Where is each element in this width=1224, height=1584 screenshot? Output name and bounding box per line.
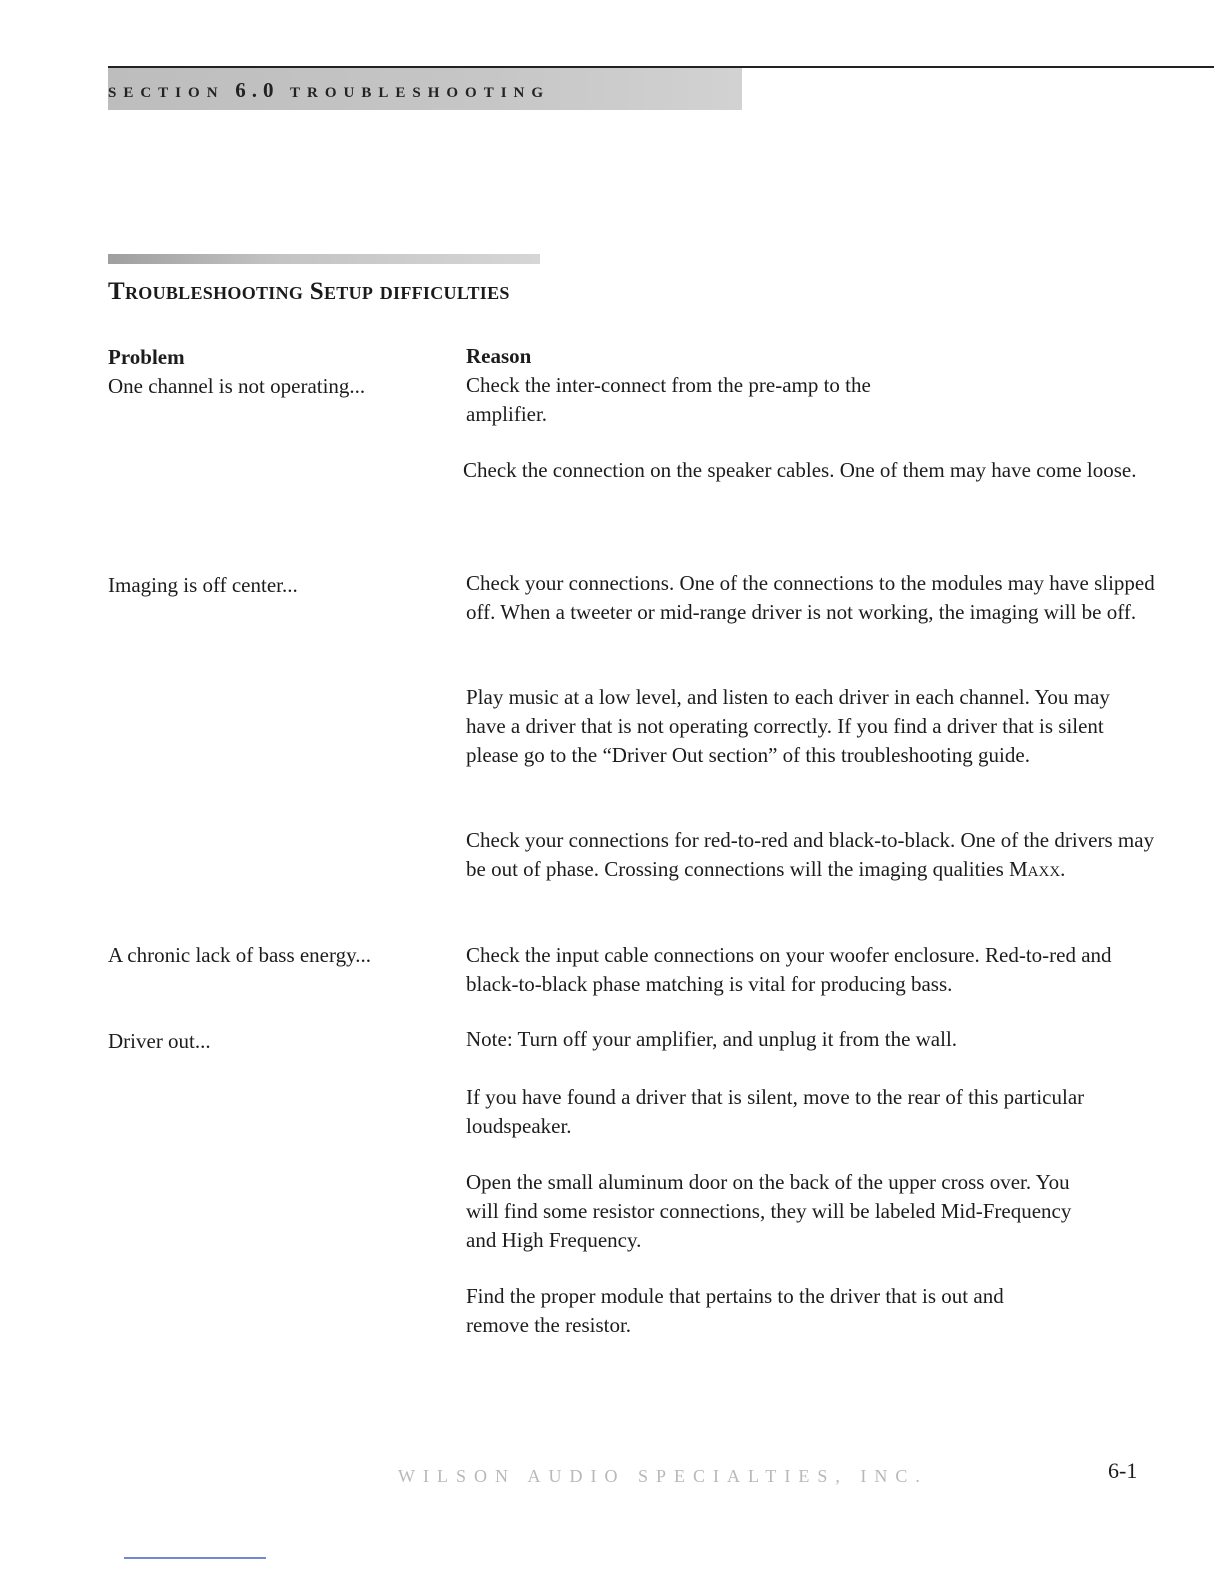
title-accent-bar	[108, 254, 540, 264]
reason-text: Find the proper module that pertains to the driver that is out and remove the resistor.	[466, 1284, 1004, 1337]
problem-one-channel: One channel is not operating...	[108, 374, 366, 398]
bottom-line	[124, 1557, 266, 1559]
reason-text: Check the connection on the speaker cables. One of them may have come loose.	[463, 458, 1137, 482]
problem-column-header: Problem	[108, 345, 185, 369]
reason-text: Play music at a low level, and listen to each driver in each channel. You may have a driver that is not operating correctly. If you find a driver that is silent please go to the “Driver Out section” of this troubleshooting guide.	[466, 685, 1110, 767]
maxx-product-name: Maxx.	[1009, 857, 1066, 881]
reason-text: If you have found a driver that is silent, move to the rear of this particular loudspeaker.	[466, 1085, 1085, 1138]
problem-imaging: Imaging is off center...	[108, 573, 298, 597]
section-header-text	[108, 78, 550, 103]
section-word: SECTION	[108, 85, 225, 101]
section-title: TROUBLESHOOTING	[290, 85, 551, 101]
reason-text: Open the small aluminum door on the back of the upper cross over. You will find some resistor connections, they will be labeled Mid-Frequency and High Frequency.	[466, 1170, 1072, 1252]
page-title: Troubleshooting Setup difficulties	[108, 278, 510, 305]
section-number: 6.0	[235, 78, 280, 102]
reason-text	[466, 826, 1156, 884]
reason-phase-text: Check your connections for red-to-red and black-to-black. One of the drivers may be out of phase. Crossing connections will the imaging qualities	[466, 828, 1155, 881]
reason-text: Check the inter-connect from the pre-amp to the amplifier.	[466, 373, 871, 426]
reason-column-header: Reason	[466, 344, 532, 368]
reason-text: Check your connections. One of the connections to the modules may have slipped off. When a tweeter or mid-range driver is not working, the imaging will be off.	[466, 571, 1155, 624]
section-header	[108, 68, 742, 110]
footer-company: WILSON AUDIO SPECIALTIES, INC.	[398, 1466, 928, 1486]
problem-driver-out: Driver out...	[108, 1029, 211, 1053]
reason-text: Check the input cable connections on your woofer enclosure. Red-to-red and black-to-black phase matching is vital for producing bass.	[466, 943, 1112, 996]
reason-text: Note: Turn off your amplifier, and unplug it from the wall.	[466, 1027, 958, 1051]
page-number: 6-1	[1108, 1458, 1138, 1483]
problem-bass: A chronic lack of bass energy...	[108, 943, 372, 967]
